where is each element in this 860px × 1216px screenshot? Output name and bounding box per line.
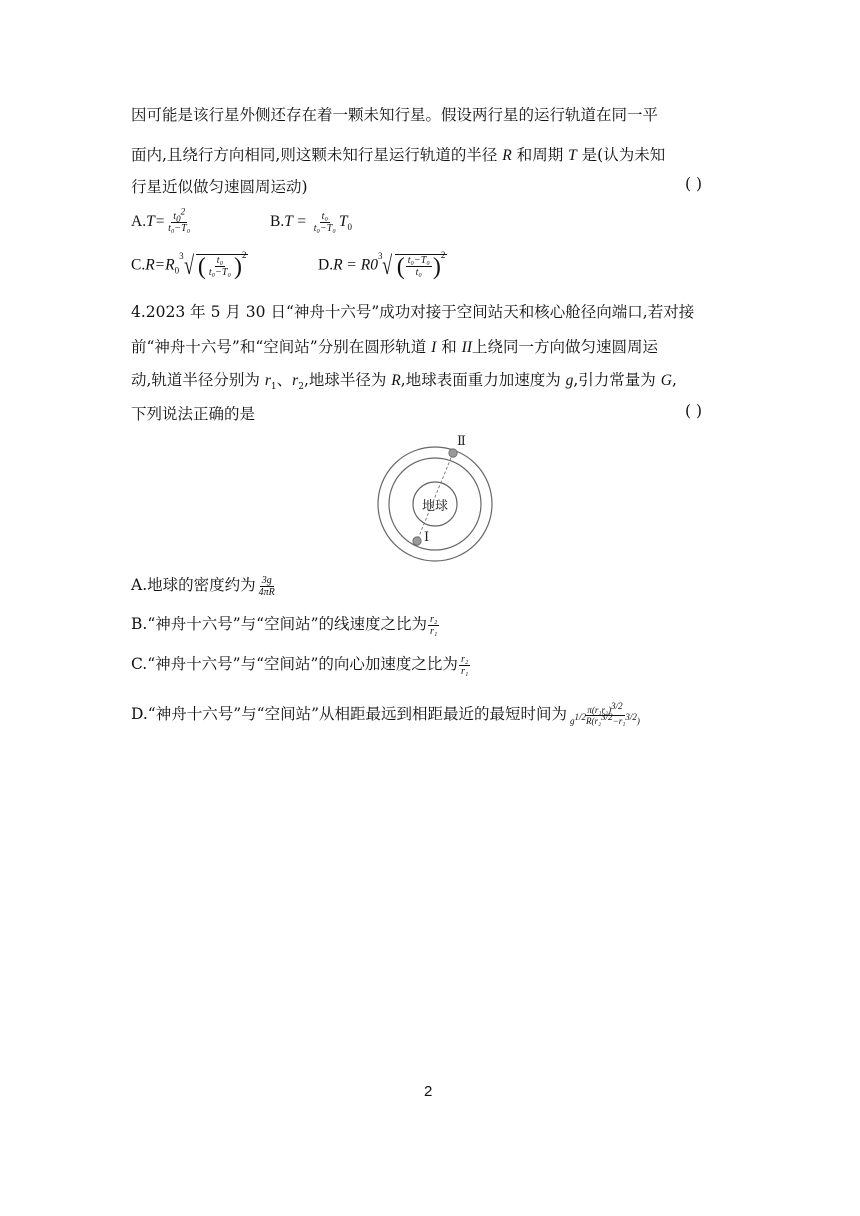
shenzhou-dot (413, 537, 421, 545)
option-text: A.地球的密度约为 (131, 576, 256, 594)
den: t₀ (415, 267, 422, 278)
var-R: R (391, 372, 401, 389)
q3-option-b (270, 211, 352, 234)
orbit-diagram (373, 432, 497, 564)
option-text: D.“神舟十六号”与“空间站”从相距最远到相距最近的最短时间为 (131, 705, 567, 723)
text: ,地球半径为 (303, 371, 392, 389)
den-g-exp: 1/2 (574, 711, 587, 722)
den-exp: 3/2 (601, 711, 613, 722)
var-T: T (568, 147, 577, 164)
fraction (257, 575, 277, 598)
text: 前“神舟十六号”和“空间站”分别在圆形轨道 (131, 338, 432, 356)
q4-option-d (131, 702, 643, 726)
lhs: T = (284, 213, 311, 231)
den-R: R (586, 715, 592, 726)
fraction (568, 700, 642, 726)
answer-paren-q4: ( ) (685, 402, 703, 420)
var-g: g (565, 372, 574, 389)
text: 上绕同一方向做匀速圆周运 (471, 338, 658, 356)
root-index: 3 (377, 251, 383, 261)
num-base: t (173, 211, 177, 222)
den: $g^{1/2}R(r_2^{3/2}-r_1^{3/2})$ (570, 711, 640, 726)
num: 3g (261, 574, 272, 586)
space-station-dot (449, 449, 457, 457)
fraction (166, 206, 192, 234)
var-r2: r (292, 372, 299, 389)
q3-option-d (318, 249, 447, 280)
orbit-ii: II (461, 339, 472, 356)
den: t₀−T₀ (168, 223, 191, 234)
lhs: R=R (145, 256, 175, 274)
option-label: A. (131, 213, 147, 231)
text: 和周期 (511, 146, 569, 164)
q4-line-2 (131, 335, 658, 357)
q3-option-c (131, 249, 248, 280)
den-r1: r₁ (618, 715, 626, 726)
fraction (312, 211, 338, 234)
q4-option-a (131, 573, 278, 598)
fraction (459, 654, 470, 677)
text: 是(认为未知 (576, 146, 666, 164)
num: r₂ (460, 653, 469, 665)
lhs: T= (146, 213, 166, 231)
den: t₀−T₀ (313, 223, 336, 234)
cube-root: 3 √ ( $\frac{\text{t₀}}{\text{t₀−T₀}}$ ) 2 (179, 249, 247, 280)
q4-line-3 (131, 368, 677, 393)
den: r₁ (430, 625, 438, 637)
num: t₀−T₀ (407, 255, 430, 266)
var-G: G (660, 372, 672, 389)
q4-option-b (131, 612, 440, 637)
sub: 2 (298, 382, 304, 393)
den: r₁ (460, 665, 469, 677)
num-base: π(r₁r₂) (587, 704, 612, 715)
text: 和 (436, 338, 462, 356)
orbit-ii-label: Ⅱ (457, 434, 466, 449)
q4-option-c (131, 652, 471, 677)
var-r1: r (264, 372, 271, 389)
radical-sign: √ (382, 251, 393, 280)
text: ,地球表面重力加速度为 (400, 371, 566, 389)
exponent: 2 (440, 249, 446, 260)
q4-line-1: 4.2023 年 5 月 30 日“神舟十六号”成功对接于空间站天和核心舱径向端口,若对接 (131, 303, 695, 321)
q4-line-4: 下列说法正确的是 (131, 405, 256, 423)
num: t₀ (216, 255, 224, 266)
den: t₀−T₀ (208, 267, 231, 278)
rhs-sub: 0 (347, 222, 352, 233)
num-exp: 3/2 (611, 700, 623, 711)
option-label: C. (131, 256, 146, 274)
lhs: R = R0 (333, 256, 378, 274)
num: r₂ (430, 613, 438, 625)
text: , (671, 371, 677, 389)
text: ,引力常量为 (573, 371, 661, 389)
intro-line-2 (131, 143, 665, 165)
den-exp: 3/2 (625, 711, 637, 722)
option-label: D. (318, 256, 334, 274)
q3-option-a (131, 206, 193, 234)
lhs-sub: 0 (174, 265, 180, 276)
text: 面内,且绕行方向相同,则这颗未知行星运行轨道的半径 (131, 146, 503, 164)
den-r2: r₂ (594, 715, 602, 726)
answer-paren-q3: ( ) (685, 175, 703, 193)
intro-line-1: 因可能是该行星外侧还存在着一颗未知行星。假设两行星的运行轨道在同一平 (131, 106, 659, 124)
cube-root: 3 √ ( $\frac{\text{t₀−T₀}}{\text{t₀}}$ ) 2 (377, 249, 446, 280)
intro-line-3: 行星近似做匀速圆周运动) (131, 178, 308, 196)
earth-label: 地球 (421, 499, 449, 514)
num-sup: 2 (180, 206, 186, 217)
orbit-i: I (431, 339, 437, 356)
fraction (428, 614, 439, 637)
var-R: R (502, 147, 512, 164)
option-label: B. (270, 213, 285, 231)
option-text: B.“神舟十六号”与“空间站”的线速度之比为 (131, 615, 428, 633)
option-text: C.“神舟十六号”与“空间站”的向心加速度之比为 (131, 655, 458, 673)
orbit-i-label: Ⅰ (424, 530, 430, 545)
num: t₀ (321, 211, 328, 222)
text: 、 (276, 371, 293, 389)
text: 动,轨道半径分别为 (131, 371, 265, 389)
exponent: 2 (241, 249, 247, 260)
root-index: 3 (179, 251, 184, 261)
sub: 1 (270, 382, 277, 393)
page-number: 2 (424, 1083, 433, 1100)
den-g: g (570, 715, 575, 726)
num-sub: 0 (176, 214, 181, 224)
den: 4πR (258, 586, 275, 598)
rhs: T (338, 213, 348, 231)
radical-sign: √ (183, 251, 194, 280)
